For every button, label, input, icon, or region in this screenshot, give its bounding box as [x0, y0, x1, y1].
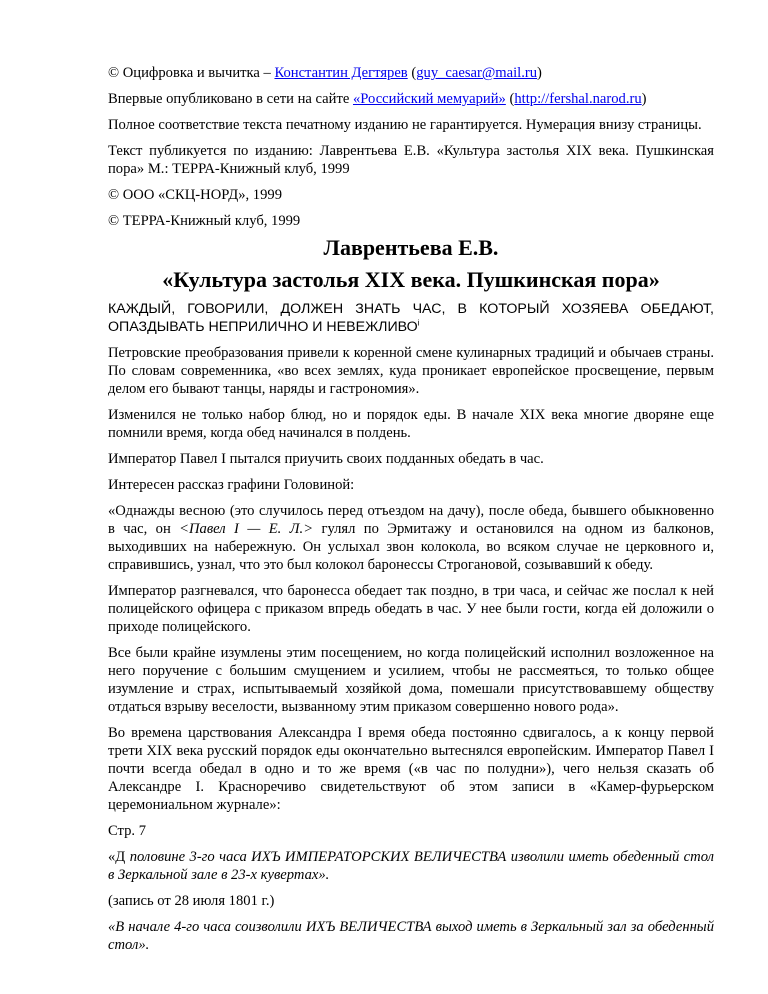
- digitizer-credit: [108, 64, 714, 82]
- quote-text: «Однажды весною (это случилось перед отъездом на дачу), после обеда, бывшего обыкновенно в час, он: [108, 503, 714, 537]
- footnote-marker[interactable]: i: [417, 318, 420, 328]
- author-title: Лаврентьева Е.В.: [323, 235, 499, 260]
- body-paragraph: Во времена царствования Александра I время обеда постоянно сдвигалось, а к концу первой трети XIX века русский порядок еды окончательно вытеснялся европейским. Император Павел I почти всегда обедал в одно и то же время («в час по полудни»), чего нельзя сказать об Александре I. Красноречиво свидетельствуют об этом записи в «Камер-фурьерском церемониальном журнале»:: [108, 725, 714, 813]
- body-paragraph: Изменился не только набор блюд, но и порядок еды. В начале XIX века многие дворяне еще помнили время, когда обед начинался в полдень.: [108, 407, 714, 441]
- document-page: [108, 64, 714, 962]
- email-link[interactable]: guy_caesar@mail.ru: [416, 65, 538, 81]
- journal-quote: [108, 848, 714, 884]
- accuracy-notice: Полное соответствие текста печатному изданию не гарантируется. Нумерация внизу страницы.: [108, 117, 702, 133]
- quote-paragraph: [108, 502, 714, 574]
- publication-mid: (: [505, 91, 515, 107]
- journal-quote: [108, 918, 714, 954]
- publication-prefix: Впервые опубликовано в сети на сайте: [108, 91, 353, 107]
- page-marker: Стр. 7: [108, 823, 146, 839]
- body-paragraph: Петровские преобразования привели к коренной смене кулинарных традиций и обычаев страны. По словам современника, «во всех землях, куда проникает европейское просвещение, первым делом его бывают танцы, наряды и гастрономия».: [108, 345, 714, 397]
- body-paragraph: Интересен рассказ графини Головиной:: [108, 477, 355, 493]
- journal-quote-text: «В начале 4-го часа соизволили ИХЪ ВЕЛИЧЕСТВА выход иметь в Зеркальный зал за обеденный стол».: [108, 919, 714, 953]
- editor-note: <Павел I — Е. Л.>: [179, 521, 314, 537]
- body-paragraph: Все были крайне изумлены этим посещением, но когда полицейский исполнил возложенное на него поручение с большим смущением и усилием, чтобы не рассмеяться, то только общее изумление и страх, испытываемый хозяйкой дома, помешали присутствовавшему обществу отдаться взрыву веселости, вызванному этим приказом совершенно нового рода».: [108, 645, 714, 715]
- publication-credit: [108, 90, 714, 108]
- credit-mid: (: [407, 65, 417, 81]
- quote-text: гулял по Эрмитажу и остановился на одном из балконов, выходивших на набережную. Он услыхал звон колокола, во всяком случае не церковного и, справившись, узнал, что это был колокол баронессы Строгановой, созывавший к обеду.: [108, 521, 714, 573]
- book-title: «Культура застолья XIX века. Пушкинская пора»: [162, 267, 660, 292]
- publication-suffix: ): [641, 91, 647, 107]
- site-link[interactable]: «Российский мемуарий»: [352, 91, 506, 107]
- chapter-heading: [108, 300, 714, 336]
- source-edition: Текст публикуется по изданию: Лаврентьева Е.В. «Культура застолья XIX века. Пушкинская пора» М.: ТЕРРА-Книжный клуб, 1999: [108, 143, 714, 177]
- journal-date-note: (запись от 28 июля 1801 г.): [108, 893, 275, 909]
- copyright-line: © ТЕРРА-Книжный клуб, 1999: [108, 213, 301, 229]
- journal-quote-text: половине 3-го часа ИХЪ ИМПЕРАТОРСКИХ ВЕЛИЧЕСТВА изволили иметь обеденный стол в Зеркальной зале в 23-х кувертах».: [108, 849, 714, 883]
- author-link[interactable]: Константин Дегтярев: [274, 65, 408, 81]
- chapter-heading-text: КАЖДЫЙ, ГОВОРИЛИ, ДОЛЖЕН ЗНАТЬ ЧАС, В КОТОРЫЙ ХОЗЯЕВА ОБЕДАЮТ, ОПАЗДЫВАТЬ НЕПРИЛИЧНО И НЕВЕЖЛИВО: [108, 301, 714, 335]
- copyright-line: © ООО «СКЦ-НОРД», 1999: [108, 187, 282, 203]
- body-paragraph: Император Павел I пытался приучить своих подданных обедать в час.: [108, 451, 544, 467]
- body-paragraph: Император разгневался, что баронесса обедает так поздно, в три часа, и сейчас же послал к ней полицейского офицера с приказом впредь обедать в час. У нее были гости, когда ей доложили о приходе полицейского.: [108, 583, 714, 635]
- credit-suffix: ): [537, 65, 542, 81]
- url-link[interactable]: http://fershal.narod.ru: [514, 91, 642, 107]
- journal-quote-start: «Д: [108, 849, 126, 865]
- credit-prefix: © Оцифровка и вычитка –: [108, 65, 275, 81]
